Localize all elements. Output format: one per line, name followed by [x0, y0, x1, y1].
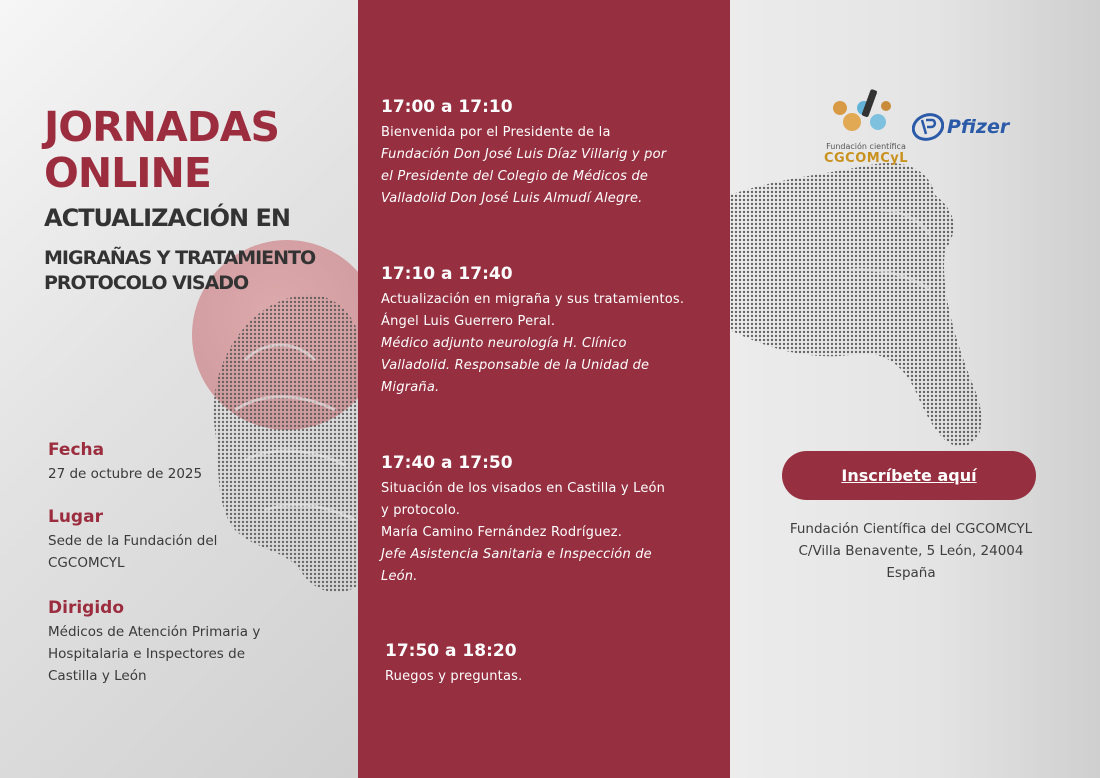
- slot-3-line-1: Situación de los visados en Castilla y León: [381, 481, 666, 496]
- slot-3-line-5: León.: [381, 569, 418, 584]
- pointing-hand-illustration: [730, 150, 1050, 470]
- right-panel: [730, 0, 1100, 778]
- lugar-line-1: Sede de la Fundación del: [48, 533, 218, 549]
- fecha-value: 27 de octubre de 2025: [48, 466, 203, 482]
- dirigido-line-3: Castilla y León: [48, 668, 147, 684]
- lugar-label: Lugar: [48, 507, 103, 527]
- dirigido-label: Dirigido: [48, 598, 124, 618]
- slot-3-line-4: Jefe Asistencia Sanitaria e Inspección de: [381, 547, 652, 562]
- address-line-2: C/Villa Benavente, 5 León, 24004: [798, 543, 1024, 559]
- slot-1-time: 17:00 a 17:10: [381, 97, 513, 117]
- slot-3-line-3: María Camino Fernández Rodríguez.: [381, 525, 623, 540]
- subtitle-2: [44, 246, 315, 296]
- title-line-1: JORNADAS: [44, 103, 280, 151]
- lugar-block: [48, 507, 308, 574]
- lugar-line-2: CGCOMCYL: [48, 555, 125, 571]
- subtitle-2-line-2: PROTOCOLO VISADO: [44, 272, 249, 294]
- slot-4-line-1: Ruegos y preguntas.: [385, 669, 523, 684]
- slot-2-line-2: Ángel Luis Guerrero Peral.: [381, 314, 556, 329]
- fundacion-logo-name: Fundación científica: [826, 142, 906, 151]
- slot-1-line-3: el Presidente del Colegio de Médicos de: [381, 169, 649, 184]
- slot-2-line-5: Migraña.: [381, 380, 440, 395]
- title-line-2: ONLINE: [44, 149, 211, 197]
- subtitle-1: ACTUALIZACIÓN EN: [44, 204, 290, 232]
- slot-4-time: 17:50 a 18:20: [385, 641, 517, 661]
- fecha-block: [48, 440, 308, 485]
- schedule-slot-4: [385, 641, 725, 688]
- slot-2-line-4: Valladolid. Responsable de la Unidad de: [381, 358, 650, 373]
- pfizer-logo-text: Pfizer: [947, 116, 1010, 138]
- schedule-slot-2: [381, 264, 721, 399]
- schedule-slot-3: [381, 453, 721, 588]
- address-block: [730, 518, 1092, 584]
- slot-2-line-3: Médico adjunto neurología H. Clínico: [381, 336, 627, 351]
- fecha-label: Fecha: [48, 440, 105, 460]
- slot-3-time: 17:40 a 17:50: [381, 453, 513, 473]
- slot-1-line-1: Bienvenida por el Presidente de la: [381, 125, 611, 140]
- slot-2-line-1: Actualización en migraña y sus tratamientos.: [381, 292, 685, 307]
- pfizer-logo-icon: [912, 112, 944, 142]
- slot-2-time: 17:10 a 17:40: [381, 264, 513, 284]
- schedule-slot-1: [381, 97, 721, 210]
- slot-3-line-2: y protocolo.: [381, 503, 461, 518]
- event-title: [44, 104, 279, 196]
- dirigido-line-1: Médicos de Atención Primaria y: [48, 624, 261, 640]
- fundacion-logo: [820, 84, 912, 166]
- left-panel: [0, 0, 358, 778]
- register-button[interactable]: Inscríbete aquí: [782, 451, 1036, 500]
- slot-1-line-4: Valladolid Don José Luis Almudí Alegre.: [381, 191, 643, 206]
- fundacion-logo-icon: [826, 84, 906, 140]
- schedule-panel: [358, 0, 730, 778]
- address-line-3: España: [886, 565, 936, 581]
- subtitle-2-line-1: MIGRAÑAS Y TRATAMIENTO: [44, 247, 316, 269]
- fundacion-logo-brand: CGCOMCyL: [823, 151, 909, 166]
- address-line-1: Fundación Científica del CGCOMCYL: [789, 521, 1033, 537]
- dirigido-line-2: Hospitalaria e Inspectores de: [48, 646, 245, 662]
- slot-1-line-2: Fundación Don José Luis Díaz Villarig y por: [381, 147, 667, 162]
- pfizer-logo: [912, 112, 1009, 142]
- dirigido-block: [48, 598, 308, 687]
